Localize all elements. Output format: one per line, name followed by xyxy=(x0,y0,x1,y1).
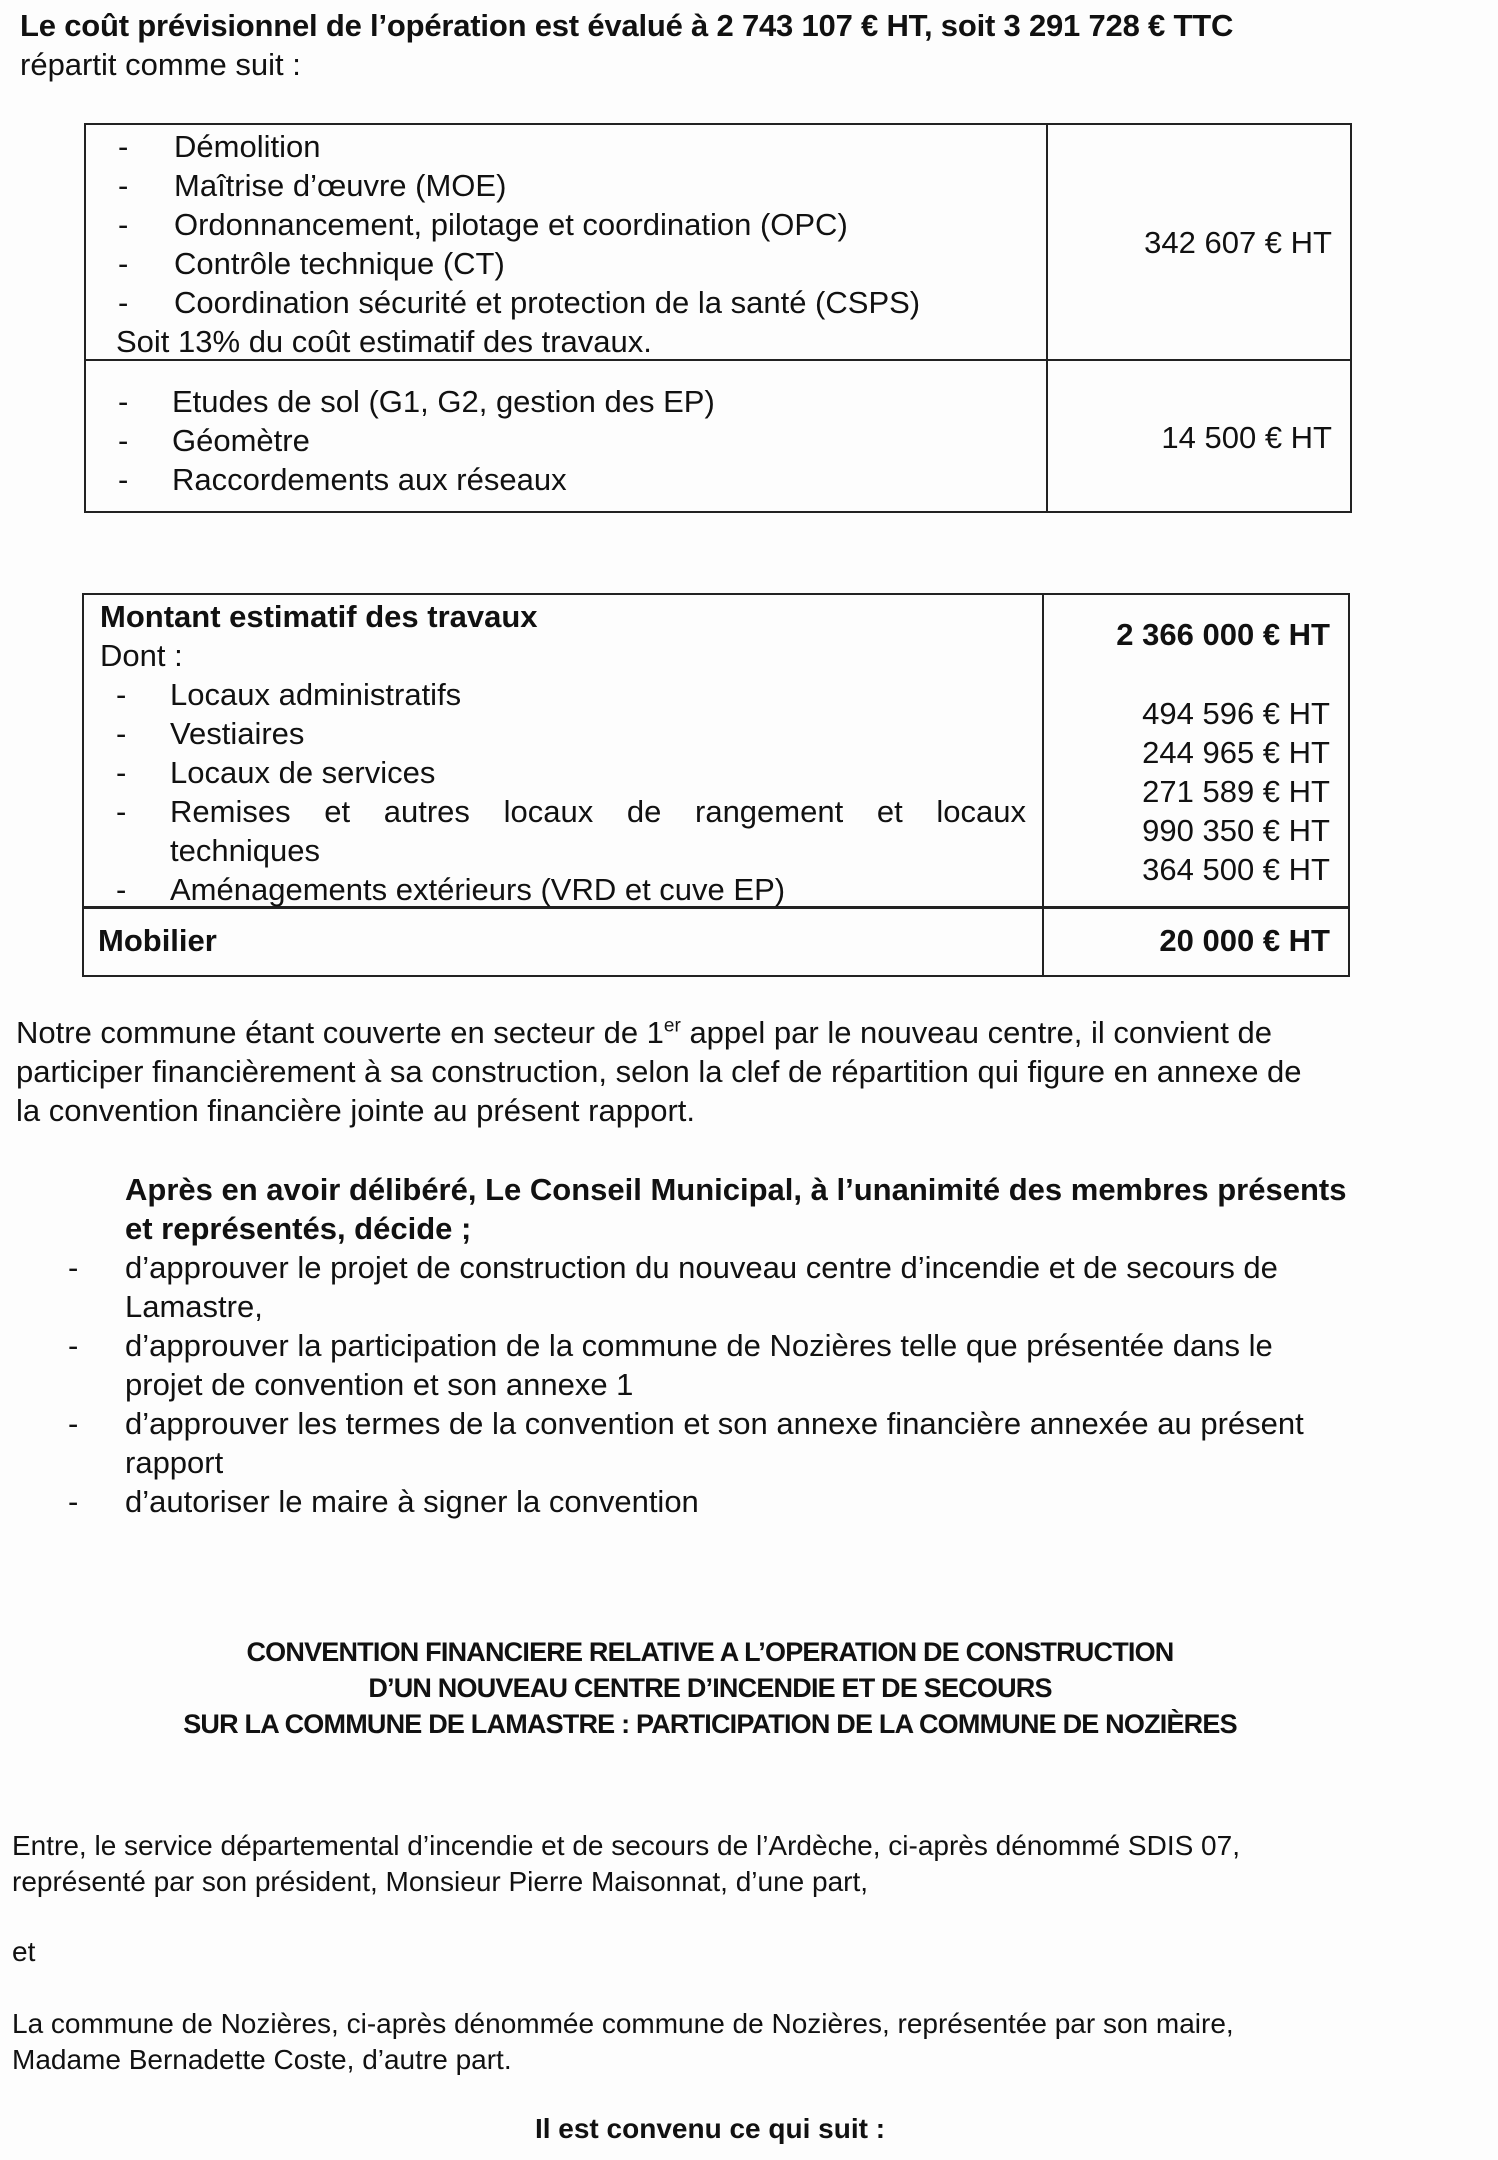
bullet-dash: - xyxy=(118,246,129,281)
title-line: CONVENTION FINANCIERE RELATIVE A L’OPERATION DE CONSTRUCTION xyxy=(246,1637,1174,1667)
list-item: Géomètre xyxy=(172,423,310,458)
word: locaux xyxy=(503,794,594,829)
column-divider xyxy=(1046,125,1048,511)
bullet-dash: - xyxy=(118,168,129,203)
word: et xyxy=(876,794,903,829)
decision-intro: Après en avoir délibéré, Le Conseil Municipal, à l’unanimité des membres présents xyxy=(125,1172,1347,1207)
amount-cell: 990 350 € HT xyxy=(1142,813,1330,848)
list-item: Vestiaires xyxy=(170,716,305,751)
bullet-dash: - xyxy=(68,1484,79,1519)
mobilier-label: Mobilier xyxy=(98,923,217,958)
title-line: D’UN NOUVEAU CENTRE D’INCENDIE ET DE SECOURS xyxy=(368,1673,1052,1703)
bullet-dash: - xyxy=(118,129,129,164)
bullet-dash: - xyxy=(116,677,127,712)
paragraph-line: la convention financière jointe au présent rapport. xyxy=(16,1093,695,1128)
word: locaux xyxy=(936,794,1026,829)
superscript: er xyxy=(663,1015,681,1037)
list-item: Ordonnancement, pilotage et coordination (OPC) xyxy=(174,207,848,242)
parties-commune: La commune de Nozières, ci-après dénommée commune de Nozières, représentée par son maire, xyxy=(12,2008,1234,2039)
list-item: Maîtrise d’œuvre (MOE) xyxy=(174,168,507,203)
bullet-dash: - xyxy=(116,794,127,829)
bullet-dash: - xyxy=(118,384,129,419)
participation-paragraph xyxy=(16,1013,1416,1130)
text: Notre commune étant couverte en secteur de 1 xyxy=(16,1015,664,1050)
decision-item: d’autoriser le maire à signer la convention xyxy=(125,1484,699,1519)
intro-cost-line: Le coût prévisionnel de l’opération est évalué à 2 743 107 € HT, soit 3 291 728 € TTC xyxy=(20,8,1234,43)
works-heading: Montant estimatif des travaux xyxy=(100,599,538,634)
convention-title xyxy=(0,1634,1420,1742)
decision-item-cont: projet de convention et son annexe 1 xyxy=(125,1367,634,1402)
amount-cell: 271 589 € HT xyxy=(1142,774,1330,809)
word: rangement xyxy=(695,794,844,829)
intro-repartition-line: répartit comme suit : xyxy=(20,47,301,82)
decision-item-cont: rapport xyxy=(125,1445,224,1480)
parties-commune: Madame Bernadette Coste, d’autre part. xyxy=(12,2044,512,2075)
word: autres xyxy=(383,794,470,829)
amount-cell: 342 607 € HT xyxy=(1144,225,1332,260)
bullet-dash: - xyxy=(68,1250,79,1285)
list-item: Locaux administratifs xyxy=(170,677,462,712)
decision-item: d’approuver le projet de construction du nouveau centre d’incendie et de secours de xyxy=(125,1250,1278,1285)
paragraph-line xyxy=(16,1013,1416,1052)
column-divider xyxy=(1042,595,1044,975)
bullet-dash: - xyxy=(116,872,127,907)
list-item: Contrôle technique (CT) xyxy=(174,246,505,281)
decision-item-cont: Lamastre, xyxy=(125,1289,263,1324)
bullet-dash: - xyxy=(116,755,127,790)
amount-cell: 364 500 € HT xyxy=(1142,852,1330,887)
decision-intro: et représentés, décide ; xyxy=(125,1211,472,1246)
word: de xyxy=(626,794,662,829)
parties-sdis: représenté par son président, Monsieur Pierre Maisonnat, d’une part, xyxy=(12,1866,869,1897)
mobilier-amount: 20 000 € HT xyxy=(1159,923,1330,958)
text: appel par le nouveau centre, il convient de xyxy=(680,1015,1272,1050)
list-item: Aménagements extérieurs (VRD et cuve EP) xyxy=(170,872,786,907)
decision-item: d’approuver les termes de la convention et son annexe financière annexée au présent xyxy=(125,1406,1304,1441)
works-total-amount: 2 366 000 € HT xyxy=(1116,617,1330,652)
cost-table-works xyxy=(82,593,1350,977)
bullet-dash: - xyxy=(118,285,129,320)
closing-statement: Il est convenu ce qui suit : xyxy=(534,2113,886,2144)
list-item: Raccordements aux réseaux xyxy=(172,462,567,497)
dont-label: Dont : xyxy=(100,638,183,673)
justified-text xyxy=(170,792,1026,831)
decision-item: d’approuver la participation de la commune de Nozières telle que présentée dans le xyxy=(125,1328,1273,1363)
paragraph-line: participer financièrement à sa construction, selon la clef de répartition qui figure en annexe de xyxy=(16,1054,1302,1089)
title-line: SUR LA COMMUNE DE LAMASTRE : PARTICIPATION DE LA COMMUNE DE NOZIÈRES xyxy=(183,1709,1237,1739)
amount-cell: 14 500 € HT xyxy=(1161,420,1332,455)
word: Remises xyxy=(170,794,291,829)
bullet-dash: - xyxy=(118,207,129,242)
parties-and: et xyxy=(12,1936,36,1967)
bullet-dash: - xyxy=(68,1406,79,1441)
list-item: Coordination sécurité et protection de la santé (CSPS) xyxy=(174,285,921,320)
amount-cell: 494 596 € HT xyxy=(1142,696,1330,731)
list-item xyxy=(170,792,1026,831)
parties-sdis: Entre, le service départemental d’incendie et de secours de l’Ardèche, ci-après dénommé SDIS 07, xyxy=(12,1830,1240,1861)
bullet-dash: - xyxy=(118,462,129,497)
percentage-note: Soit 13% du coût estimatif des travaux. xyxy=(116,324,652,359)
bullet-dash: - xyxy=(68,1328,79,1363)
amount-cell: 244 965 € HT xyxy=(1142,735,1330,770)
list-item-continuation: techniques xyxy=(170,833,320,868)
cost-table-studies xyxy=(84,123,1352,513)
list-item: Etudes de sol (G1, G2, gestion des EP) xyxy=(172,384,715,419)
bullet-dash: - xyxy=(118,423,129,458)
bullet-dash: - xyxy=(116,716,127,751)
list-item: Démolition xyxy=(174,129,321,164)
word: et xyxy=(324,794,351,829)
list-item: Locaux de services xyxy=(170,755,436,790)
